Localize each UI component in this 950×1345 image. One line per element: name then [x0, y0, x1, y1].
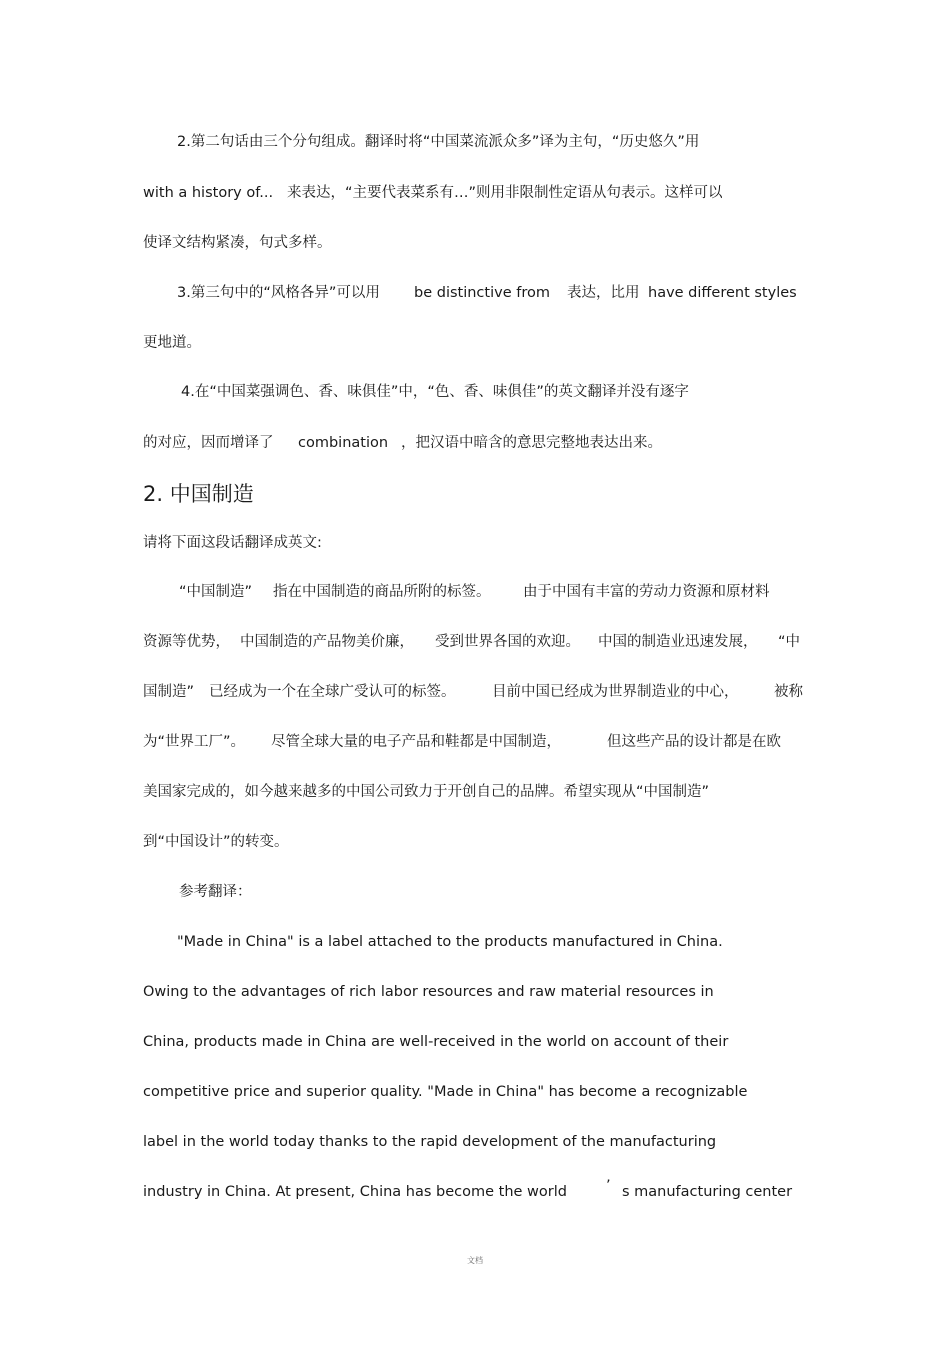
note-3-line-1a: 3.第三句中的“风格各异”可以用	[177, 285, 380, 301]
source-line-3c: 目前中国已经成为世界制造业的中心，	[492, 684, 739, 700]
note-3-line-2: 更地道。	[143, 335, 201, 351]
source-line-4c: 但这些产品的设计都是在欧	[607, 734, 781, 750]
note-3-line-1b: be distinctive from	[414, 285, 550, 301]
source-line-1a: “中国制造”	[179, 584, 253, 600]
source-line-4b: 尽管全球大量的电子产品和鞋都是中国制造，	[271, 734, 561, 750]
translation-line-5: label in the world today thanks to the rapid development of the manufacturing	[143, 1134, 717, 1150]
source-line-3d: 被称	[774, 684, 803, 700]
source-line-2b: 中国制造的产品物美价廉，	[240, 634, 414, 650]
source-line-6: 到“中国设计”的转变。	[143, 834, 289, 850]
section-title: 2. 中国制造	[143, 482, 254, 506]
translation-line-2: Owing to the advantages of rich labor resources and raw material resources in	[143, 984, 714, 1000]
source-line-2c: 受到世界各国的欢迎。	[435, 634, 580, 650]
source-line-2a: 资源等优势，	[143, 634, 230, 650]
note-2-line-2a: with a history of...	[143, 185, 274, 201]
source-line-3a: 国制造”	[143, 684, 195, 700]
source-line-2e: “中	[778, 634, 801, 650]
note-4-line-2a: 的对应，因而增译了	[143, 435, 274, 451]
translation-line-6b: ’	[606, 1178, 611, 1194]
source-line-1b: 指在中国制造的商品所附的标签。	[273, 584, 491, 600]
note-4-line-1: 4.在“中国菜强调色、香、味俱佳”中，“色、香、味俱佳”的英文翻译并没有逐字	[181, 384, 689, 400]
note-4-line-2b: combination	[298, 435, 389, 451]
reference-label: 参考翻译：	[179, 884, 252, 900]
source-line-1c: 由于中国有丰富的劳动力资源和原材料	[523, 584, 770, 600]
source-line-3b: 已经成为一个在全球广受认可的标签。	[209, 684, 456, 700]
source-line-4a: 为“世界工厂”。	[143, 734, 246, 750]
section-prompt: 请将下面这段话翻译成英文:	[143, 535, 322, 551]
translation-line-3: China, products made in China are well-received in the world on account of their	[143, 1034, 729, 1050]
translation-line-6a: industry in China. At present, China has become the world	[143, 1184, 567, 1200]
translation-line-6c: s manufacturing center	[622, 1184, 793, 1200]
note-2-line-2b: 来表达，“主要代表菜系有…”则用非限制性定语从句表示。这样可以	[287, 185, 723, 201]
source-line-5: 美国家完成的，如今越来越多的中国公司致力于开创自己的品牌。希望实现从“中国制造”	[143, 784, 710, 800]
note-2-line-1: 2.第二句话由三个分句组成。翻译时将“中国菜流派众多”译为主句，“历史悠久”用	[177, 134, 700, 150]
note-3-line-1d: have different styles	[648, 285, 797, 301]
note-2-line-3: 使译文结构紧凑，句式多样。	[143, 235, 332, 251]
translation-line-1: "Made in China" is a label attached to the products manufactured in China.	[177, 934, 723, 950]
page-footer: 文档	[467, 1256, 483, 1265]
source-line-2d: 中国的制造业迅速发展，	[598, 634, 758, 650]
translation-line-4: competitive price and superior quality. "Made in China" has become a recognizable	[143, 1084, 748, 1100]
note-4-line-2c: ，把汉语中暗含的意思完整地表达出来。	[401, 435, 662, 451]
note-3-line-1c: 表达，比用	[567, 285, 640, 301]
